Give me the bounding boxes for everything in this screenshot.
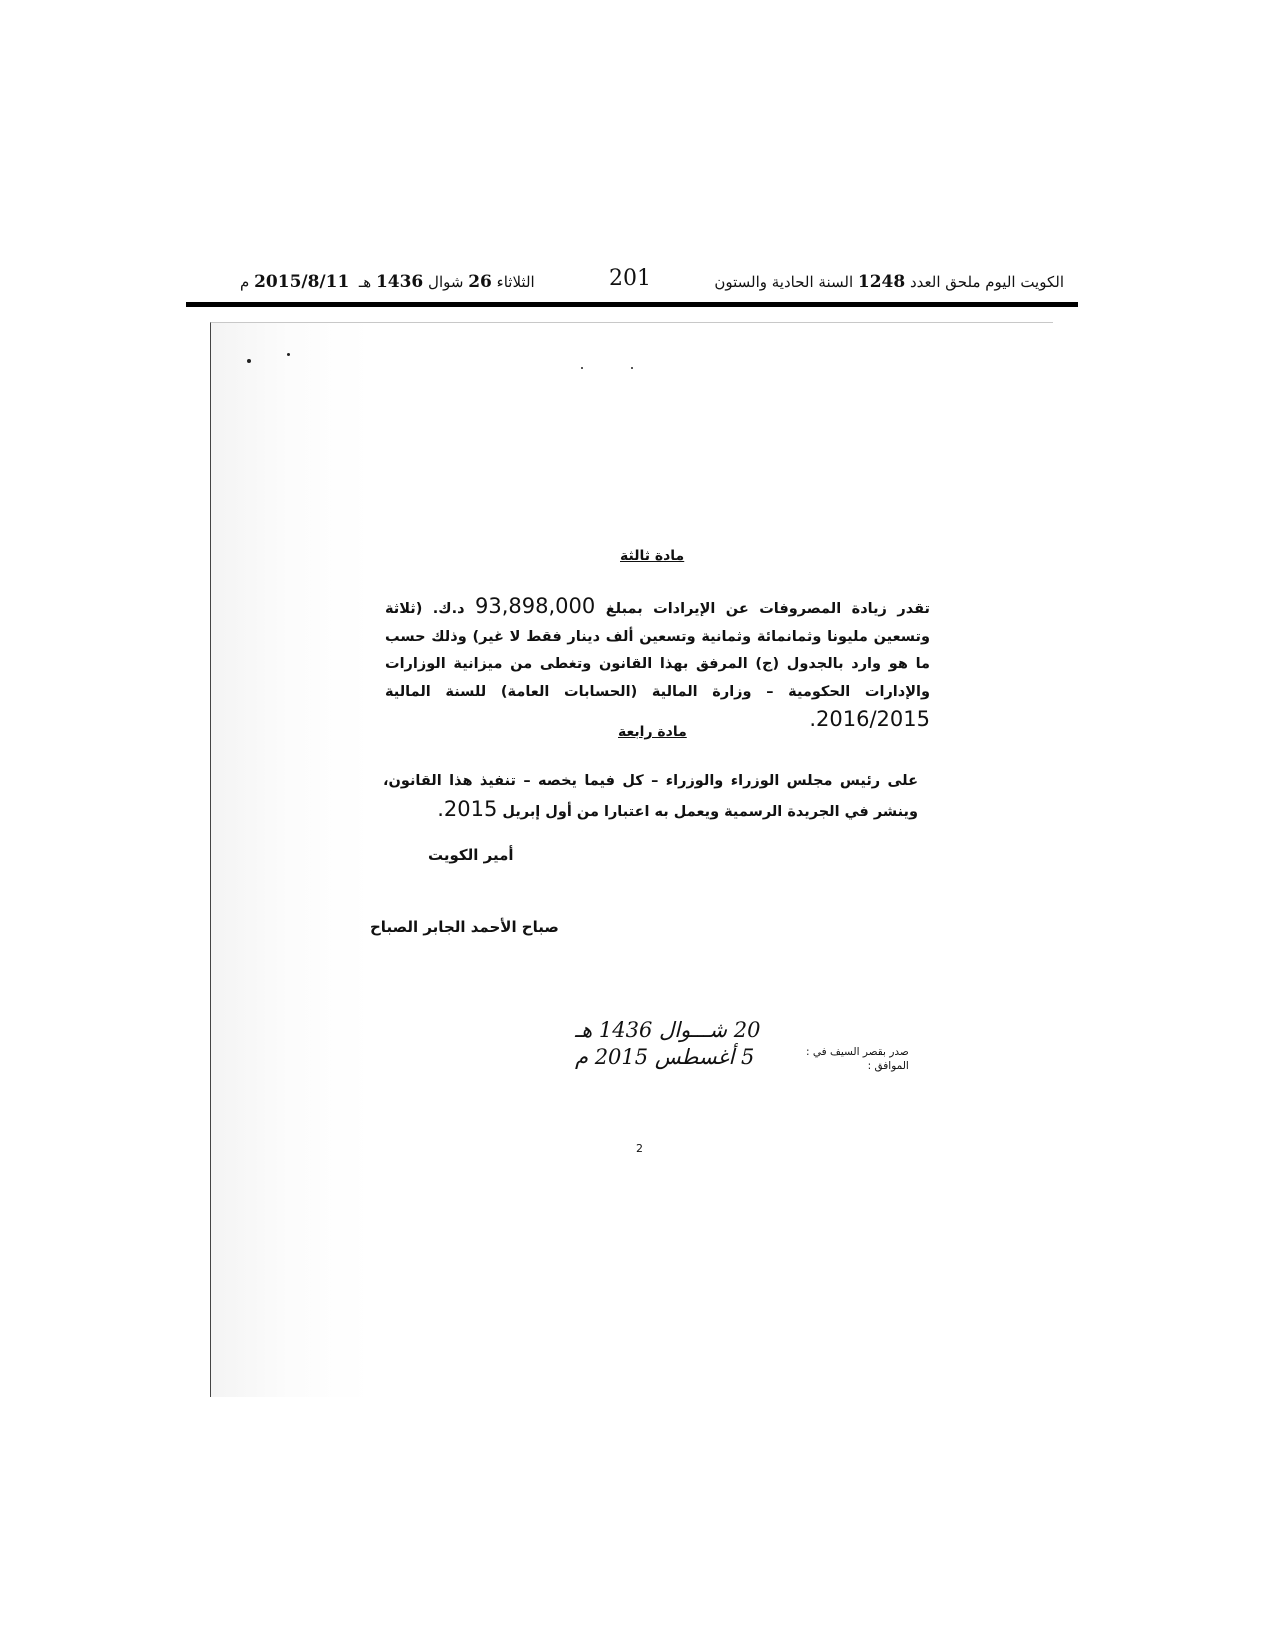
header-date: [240, 272, 535, 292]
article-3-fiscal-year: 2016/2015.: [809, 707, 930, 731]
day-name: الثلاثاء: [496, 273, 535, 291]
article-3-text: [385, 593, 930, 737]
gazette-header: [186, 268, 1078, 307]
hijri-suffix: هـ: [358, 273, 372, 291]
page-number-footer: 2: [636, 1142, 643, 1155]
article-3-amount: 93,898,000: [475, 594, 596, 618]
article-4-year: 2015.: [437, 796, 498, 821]
day-number: 26: [468, 272, 492, 292]
issuance-labels: [806, 1045, 909, 1073]
signature-title: أمير الكويت: [428, 846, 514, 864]
scan-speck: [631, 367, 633, 369]
scanned-page: [210, 322, 1053, 1397]
article-4-text-a: على رئيس مجلس الوزراء والوزراء – كل فيما يخصه – تنفيذ هذا القانون، وينشر في الجريدة الرسمية ويعمل به اعتبارا من أول إبريل: [383, 773, 918, 820]
issued-at-label: صدر بقصر السيف في :: [806, 1046, 909, 1058]
hijri-year: 1436: [375, 272, 424, 292]
signature-name: صباح الأحمد الجابر الصباح: [370, 918, 559, 936]
page-number-header: 201: [609, 266, 651, 291]
article-3-text-b: د.ك. (ثلاثة وتسعين مليونا وثمانمائة وثمانية وتسعين ألف دينار فقط لا غير) وذلك حسب ما هو وارد بالجدول (ج) المرفق بهذا القانون وتغطى من ميزانية الوزارات والإدارات الحكومية – وزارة المالية (الحسابات العامة) للسنة المالية: [385, 601, 930, 700]
handwritten-gregorian-date: 5 أغسطس 2015 م: [575, 1045, 755, 1069]
scan-speck: [287, 353, 290, 356]
month-name: شوال: [428, 273, 464, 291]
scan-speck: [247, 359, 251, 363]
article-4-text: [383, 768, 918, 826]
gazette-title: [714, 272, 1064, 292]
gregorian-date: 2015/8/11: [254, 272, 350, 292]
article-4-title: مادة رابعة: [618, 724, 687, 740]
issue-number: 1248: [857, 272, 906, 292]
article-3-title: مادة ثالثة: [620, 548, 685, 564]
handwritten-hijri-date: 20 شـــوال 1436 هـ: [575, 1018, 761, 1042]
gregorian-suffix: م: [240, 273, 250, 291]
gazette-name: الكويت اليوم ملحق العدد: [910, 273, 1064, 291]
scan-speck: [581, 367, 583, 369]
gazette-year-text: السنة الحادية والستون: [714, 273, 854, 291]
corresponding-label: الموافق :: [867, 1060, 909, 1072]
article-3-text-a: تقدر زيادة المصروفات عن الإيرادات بمبلغ: [605, 601, 930, 617]
